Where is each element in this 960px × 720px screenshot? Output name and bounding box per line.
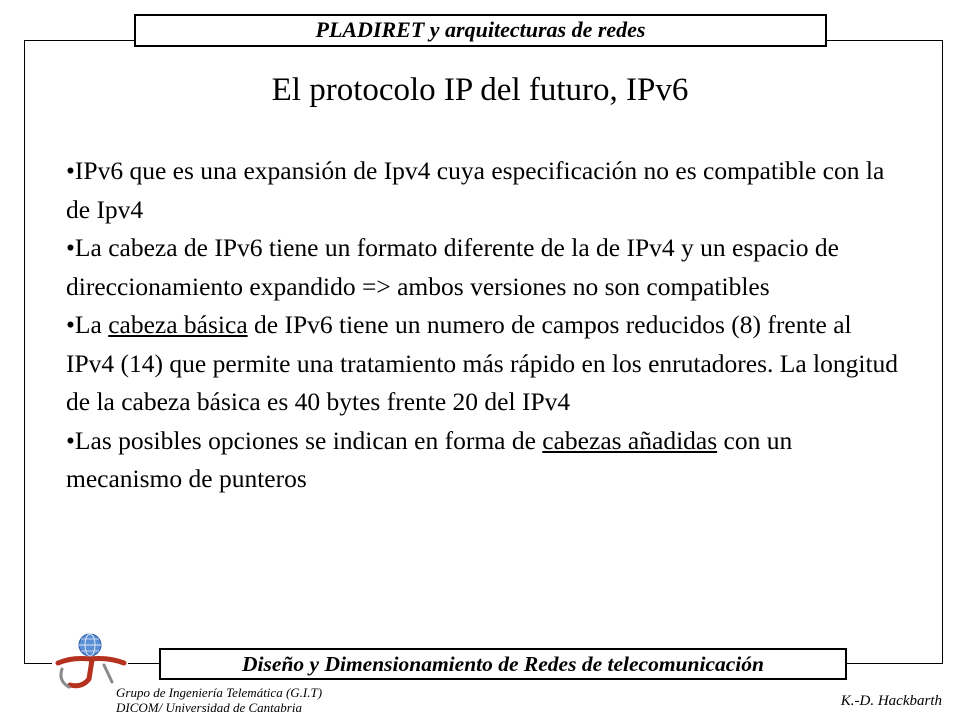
group-name: Grupo de Ingeniería Telemática (G.I.T)	[116, 685, 323, 700]
bullet-text: de IPv6 tiene un numero de campos reducidos (8) frente al IPv4 (14) que permite una tratamiento más rápido en los enrutadores. La longitud de la cabeza básica es 40 bytes frente 20 del IPv4	[66, 310, 899, 416]
slide-title: El protocolo IP del futuro, IPv6	[271, 72, 689, 108]
bullet-item	[66, 422, 901, 499]
bullet-text: con un mecanismo de punteros	[66, 425, 793, 493]
bullet-underlined-term: cabezas añadidas	[542, 425, 718, 455]
footer-title: Diseño y Dimensionamiento de Redes de telecomunicación	[242, 651, 764, 676]
footer-box	[159, 648, 847, 680]
group-credit	[116, 685, 322, 715]
bullet-text: •La	[66, 310, 109, 339]
bullet-item	[66, 229, 901, 306]
bullet-item	[66, 306, 901, 422]
author-name: K.-D. Hackbarth	[840, 693, 942, 709]
university-name: DICOM/ Universidad de Cantabria	[116, 700, 302, 715]
header-title: PLADIRET y arquitecturas de redes	[315, 17, 646, 42]
bullet-underlined-term: cabeza básica	[108, 310, 248, 339]
bullet-item	[66, 152, 901, 229]
bullet-text: •La cabeza de IPv6 tiene un formato diferente de la de IPv4 y un espacio de direccionamiento expandido => ambos versiones no son compatibles	[66, 233, 839, 301]
bullet-list	[66, 152, 901, 499]
bullet-text: •IPv6 que es una expansión de Ipv4 cuya especificación no es compatible con la de Ipv4	[66, 156, 885, 224]
bullet-text: •Las posibles opciones se indican en forma de	[66, 425, 543, 455]
git-globe-logo-icon	[52, 632, 128, 690]
header-box	[134, 14, 827, 47]
